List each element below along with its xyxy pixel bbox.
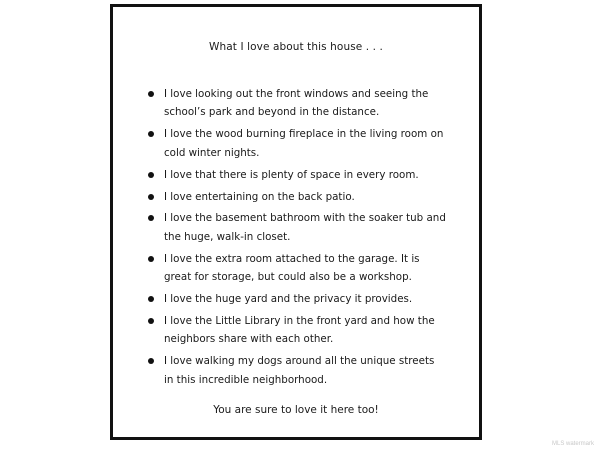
list-item	[146, 166, 446, 184]
list-item	[146, 250, 446, 287]
list-item	[146, 290, 446, 308]
list-item-text: I love entertaining on the back patio.	[164, 190, 355, 203]
bullet-icon	[148, 296, 154, 302]
bullet-icon	[148, 215, 154, 221]
bullet-icon	[148, 318, 154, 324]
bullet-icon	[148, 358, 154, 364]
bullet-icon	[148, 256, 154, 262]
list-item-text: I love the huge yard and the privacy it provides.	[164, 293, 413, 306]
list-item	[146, 352, 446, 389]
list-item-text: I love the basement bathroom with the soaker tub and the huge, walk-in closet.	[164, 212, 446, 243]
document-heading: What I love about this house . . .	[209, 41, 383, 53]
document-frame	[110, 4, 482, 440]
list-item-text: I love looking out the front windows and seeing the school’s park and beyond in the distance.	[164, 88, 429, 119]
list-item	[146, 209, 446, 246]
watermark: MLS watermark	[551, 441, 594, 447]
bullet-icon	[148, 194, 154, 200]
list-item	[146, 85, 446, 122]
list-item-text: I love the extra room attached to the garage. It is great for storage, but could also be a workshop.	[164, 252, 420, 284]
bullet-icon	[148, 131, 154, 137]
list-item	[146, 312, 446, 349]
list-item-text: I love the wood burning fireplace in the living room on cold winter nights.	[164, 128, 444, 159]
list-item	[146, 125, 446, 162]
love-list	[146, 85, 446, 393]
bullet-icon	[148, 172, 154, 178]
closing-line: You are sure to love it here too!	[213, 404, 379, 416]
list-item-text: I love walking my dogs around all the unique streets in this incredible neighborhood.	[164, 355, 435, 386]
list-item-text: I love that there is plenty of space in every room.	[164, 168, 419, 181]
bullet-icon	[148, 91, 154, 97]
list-item	[146, 188, 446, 206]
list-item-text: I love the Little Library in the front yard and how the neighbors share with each other.	[164, 314, 435, 346]
